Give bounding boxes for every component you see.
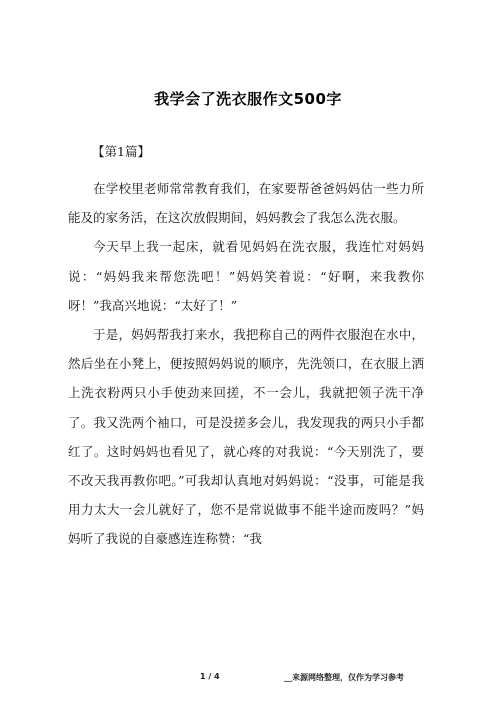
source-note: __来源网络整理，仅作为学习参考 [284,673,404,682]
paragraph: 在学校里老师常常教育我们，在家要帮爸爸妈妈估一些力所能及的家务活，在这次放假期间，妈妈教会了我怎么洗衣服。 [68,181,424,226]
page-footer [0,672,496,688]
document-title: 我学会了洗衣服作文500字 [154,90,342,108]
paragraph: 于是，妈妈帮我打来水，我把称自己的两件衣服泡在水中，然后坐在小凳上，便按照妈妈说的顺序，先洗领口，在衣服上洒上洗衣粉两只小手使劲来回搓，不一会儿，我就把领子洗干净了。我又洗两个袖口，可是没搓多会儿，我发现我的两只小手都红了。这时妈妈也看见了，就心疼的对我说：“今天别洗了，要不改天我再教你吧。”可我却认真地对妈妈说：“没事，可能是我用力太大一会儿就好了，您不是常说做事不能半途而废吗？”妈妈听了我说的自豪感连连称赞：“我 [68,327,424,547]
section-label: 【第1篇】 [92,144,150,159]
paragraph: 今天早上我一起床，就看见妈妈在洗衣服，我连忙对妈妈说：“妈妈我来帮您洗吧！”妈妈笑着说：“好啊，来我教你呀！”我高兴地说：“太好了！” [68,239,424,313]
page-number: 1 / 4 [200,672,220,681]
document-body [68,174,424,554]
